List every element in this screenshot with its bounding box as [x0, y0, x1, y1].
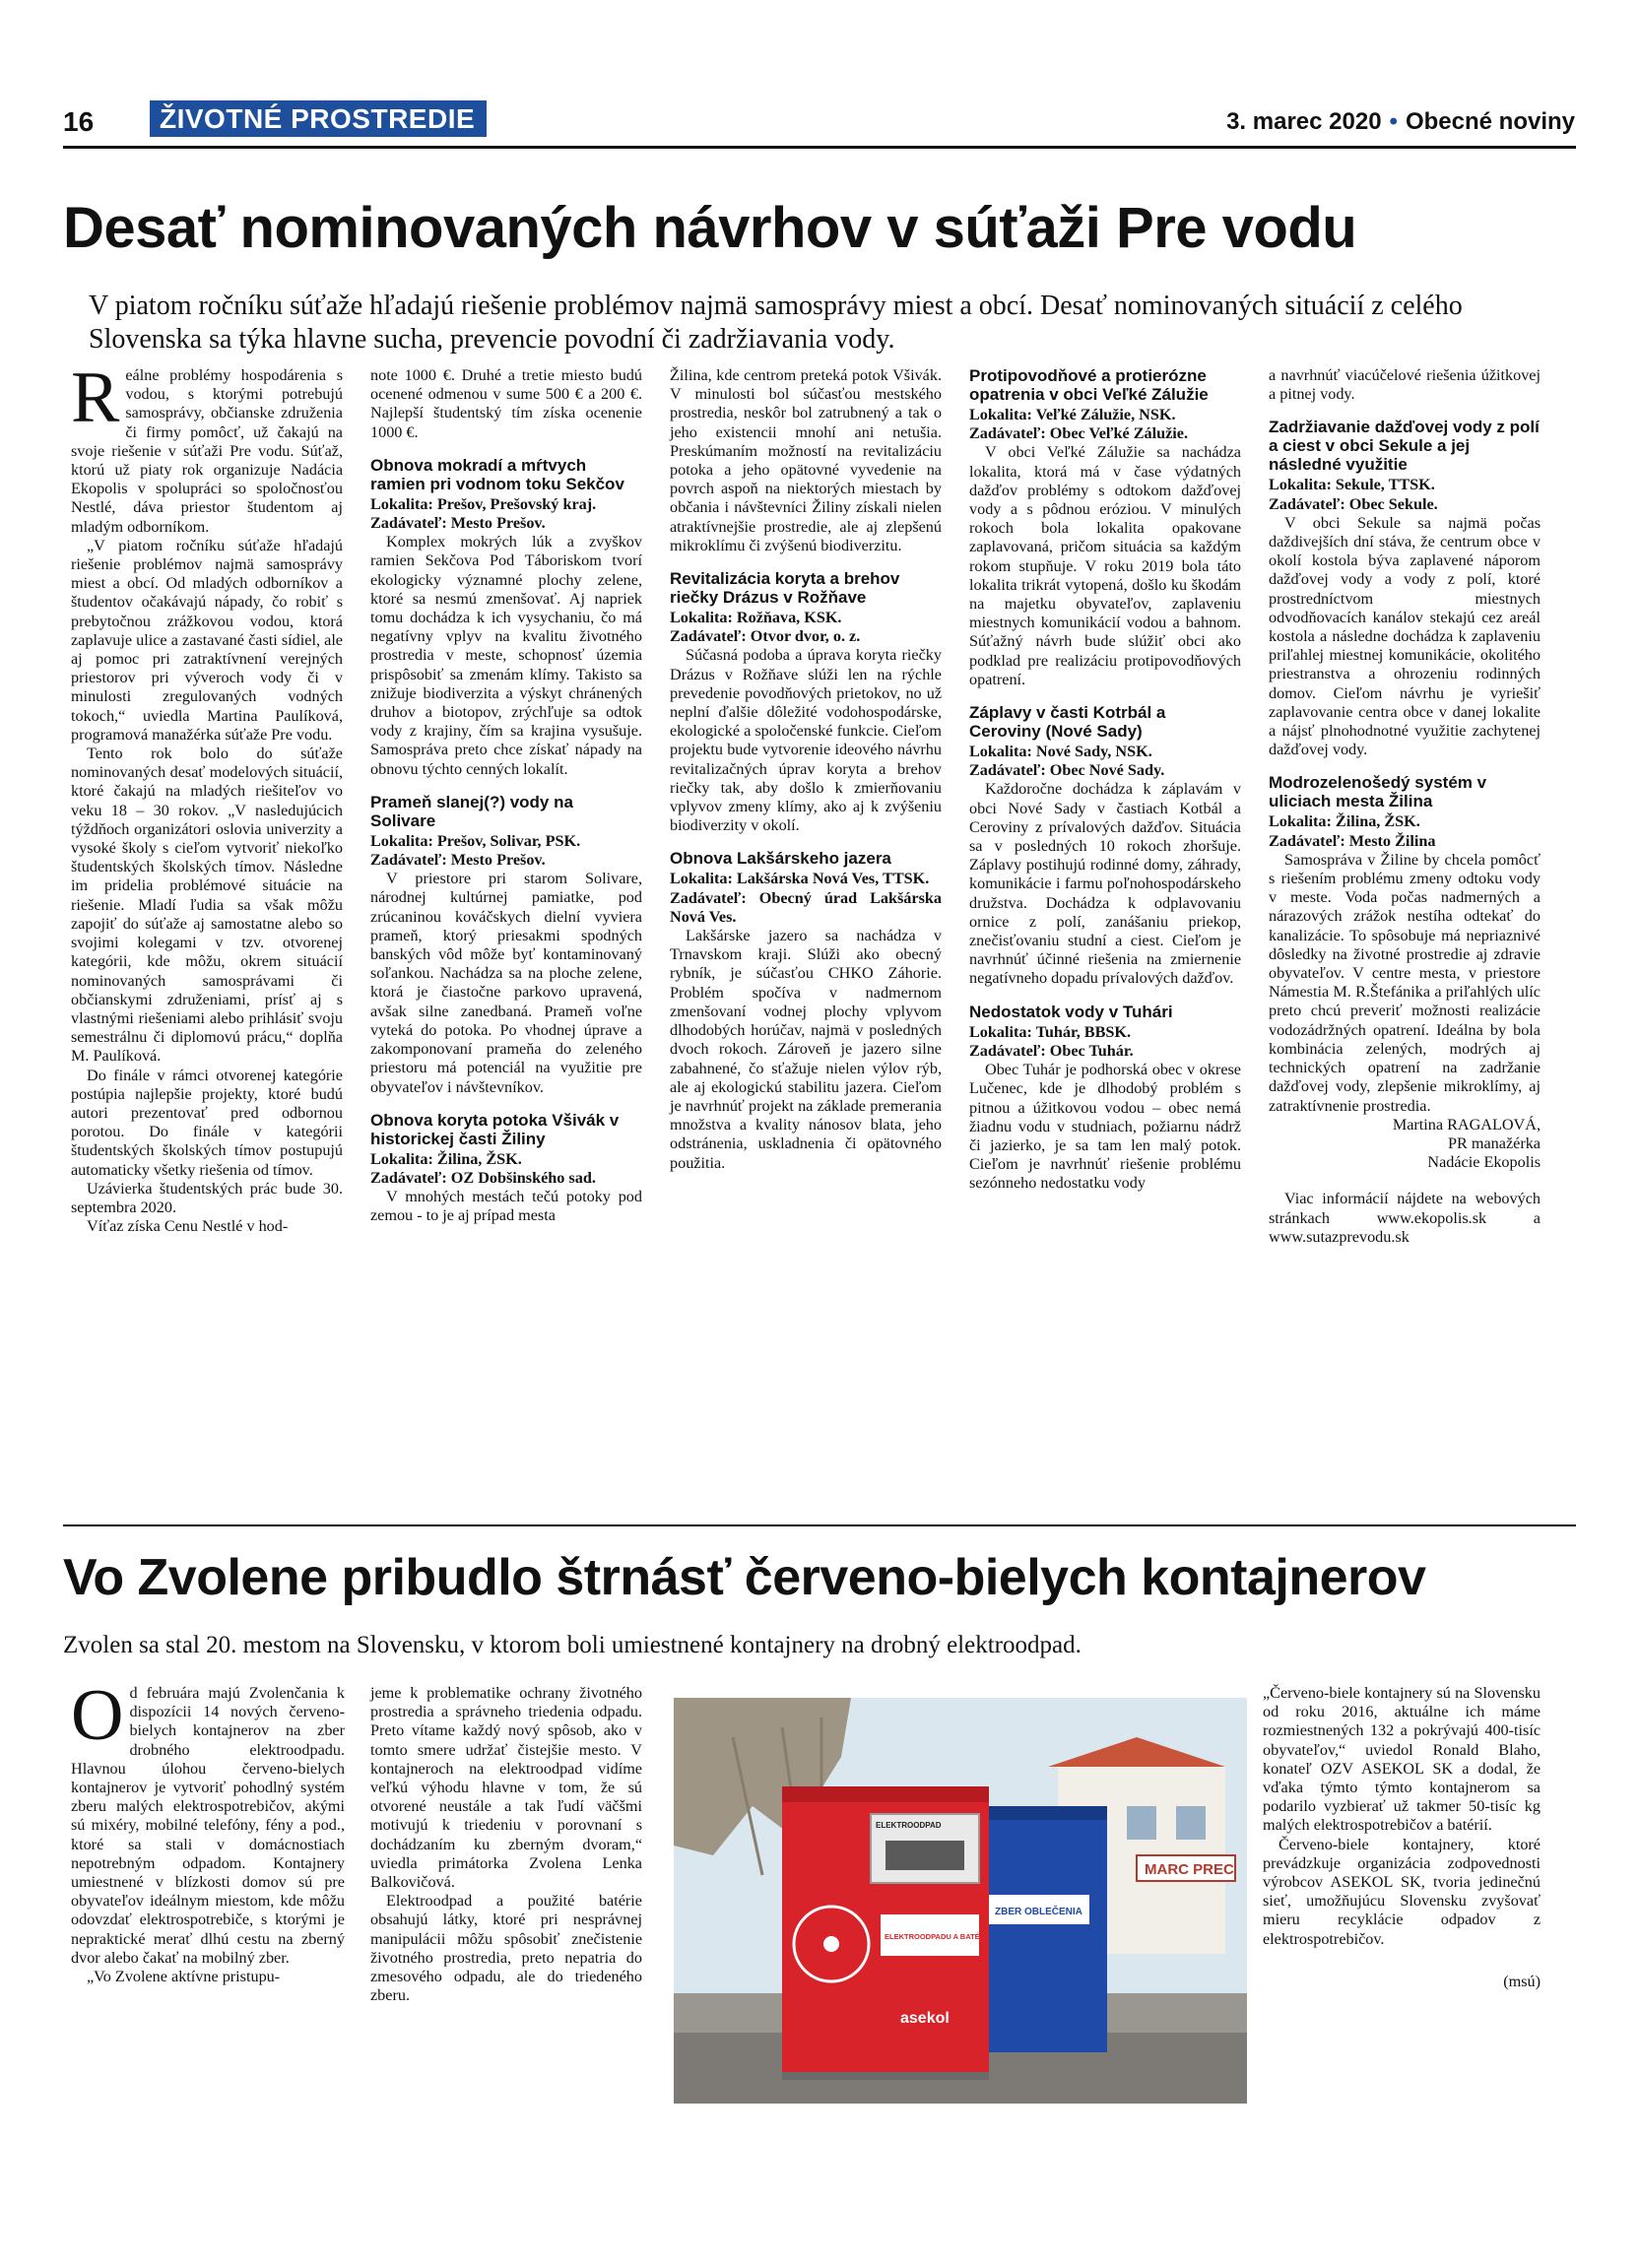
paragraph: Do finále v rámci otvorenej kategórie postúpia najlepšie projekty, ktoré budú autori prezentovať pred odbornou porotou. Do finále v kategórii študentských školských tímov postupujú automaticky všetky riešenia od tímov. [71, 1066, 343, 1179]
location-line: Lokalita: Žilina, ŽSK. [1269, 812, 1420, 831]
submitter-line: Zadávateľ: Obec Nové Sady. [969, 761, 1165, 780]
paragraph: a navrhnúť viacúčelové riešenia úžitkovej a pitnej vody. [1269, 366, 1541, 404]
location-line: Lokalita: Prešov, Solivar, PSK. [370, 831, 581, 850]
article2-column-2 [370, 1684, 642, 2005]
shop-sign-text: MARC PREC [1145, 1861, 1234, 1878]
location-line: Lokalita: Lakšárska Nová Ves, TTSK. [670, 870, 930, 888]
drop-cap: R [71, 357, 120, 438]
paragraph: V obci Veľké Zálužie sa nachádza lokalita, ktorá má v čase výdatných dažďov problémy s odtokom dažďovej vody a s pôdnou eróziou. V minulých rokoch bola lokalita opakovane zaplavovaná, pričom situácia sa každým rokom stupňuje. V roku 2019 bola táto lokalita trikrát vytopená, došlo ku škodám na majetku obyvateľov, zaplaveniu miestnych komunikácií vodou a bahnom. Súťažný návrh bude slúžiť obci ako podklad pre realizáciu protipovodňových opatrení. [969, 443, 1241, 688]
location-line: Lokalita: Sekule, TTSK. [1269, 476, 1435, 494]
article1-column-1 [71, 357, 343, 1236]
article-divider [63, 1524, 1576, 1526]
author-name: Martina RAGALOVÁ, [1392, 1115, 1541, 1134]
paragraph: Samospráva v Žiline by chcela pomôcť s riešením problému zmeny odtoku vody v meste. Voda počas nadmerných a nárazových zrážok nestíha odtekať do kanalizácie. To spôsobuje má nepriaznivé dôsledky na životné prostredie aj zdravie obyvateľov. V centre mesta, v priestore Námestia M. R.Štefánika a priľahlých ulíc preto chcú preveriť možnosti realizácie vodozádržných opatrení. Ideálna by bola kombinácia zelených, modrých aj technických opatrení na zadržanie dažďovej vody, zlepšenie mikroklímy, aj zatraktívnenie prostredia. [1269, 850, 1541, 1115]
location-line: Lokalita: Nové Sady, NSK. [969, 743, 1152, 761]
subsection-title: Nedostatok vody v Tuhári [969, 1002, 1173, 1021]
separator-dot: • [1389, 108, 1398, 135]
article2-column-3 [1263, 1684, 1541, 1991]
subsection-title: Obnova koryta potoka Všivák v historickej časti Žiliny [370, 1110, 620, 1148]
paragraph: note 1000 €. Druhé a tretie miesto budú ocenené odmenou v sume 500 € a 200 €. Najlepší študentský tím získa ocenenie 1000 €. [370, 366, 642, 441]
article1-lead: V piatom ročníku súťaže hľadajú riešenie problémov najmä samosprávy miest a obcí. Desať nominovaných situácií z celého Slovenska sa týka hlavne sucha, prevencie povodní či zadržiavania vody. [89, 291, 1463, 355]
subsection-title: Modrozelenošedý systém v uliciach mesta Žilina [1269, 773, 1487, 811]
paragraph: Víťaz získa Cenu Nestlé v hod- [87, 1217, 289, 1236]
paragraph: Uzávierka študentských prác bude 30. septembra 2020. [71, 1179, 343, 1216]
subsection-title: Obnova mokradí a mŕtvych ramien pri vodnom toku Sekčov [370, 455, 624, 493]
container-photo-illustration [674, 1698, 1247, 2104]
submitter-line: Zadávateľ: Obecný úrad Lakšárska Nová Ves. [670, 888, 942, 926]
paragraph: V priestore pri starom Solivare, národnej kultúrnej pamiatke, pod zrúcaninou kováčskych dielní vyviera prameň, ktorý priesakmi spodných banských vôd môže byť kontaminovaný soľankou. Nachádza sa na ploche zelene, ktorá je čiastočne parkovo upravená, avšak silne zanedbaná. Prameň voľne vyteká do potoka. Po vhodnej úprave a zakomponovaní prameňa do zeleného priestoru má potenciál na využitie pre obyvateľov i návštevníkov. [370, 870, 642, 1096]
issue-date: 3. marec 2020 [1226, 108, 1382, 135]
paragraph: jeme k problematike ochrany životného prostredia a správneho triedenia odpadu. Preto vítame každý nový spôsob, ako v tomto smere udržať čistejšie mesto. V kontajneroch na elektroodpad vidíme veľkú výhodu hlavne v tom, že sú otvorené neustále a tak ľudí väčšmi motivujú k triedeniu v porovnaní s dochádzaním ku zberným dvoram,“ uviedla primátorka Zvolena Lenka Balkovičová. [370, 1684, 642, 1892]
paragraph: Lakšárske jazero sa nachádza v Trnavskom kraji. Slúži ako obecný rybník, je súčasťou CHKO Záhorie. Problém spočíva v nadmernom zmenšovaní vodnej plochy vplyvom dlhodobých horúčav, najmä v posledných dvoch rokoch. Zároveň je jazero silne zabahnené, čo sťažuje nielen výlov rýb, ale aj ekologickú stabilitu jazera. Cieľom je navrhnúť projekt na základe premerania množstva a kvality nánosov blata, jeho odstránenia, uskladnenia či opätovného použitia. [670, 927, 942, 1172]
article1-column-2 [370, 366, 642, 1226]
submitter-line: Zadávateľ: Otvor dvor, o. z. [670, 627, 861, 646]
author-organization: Nadácie Ekopolis [1427, 1153, 1541, 1172]
submitter-line: Zadávateľ: Mesto Prešov. [370, 514, 546, 533]
more-info-note: Viac informácií nájdete na webových stránkach www.ekopolis.sk a www.sutazprevodu.sk [1269, 1190, 1541, 1246]
paragraph-text: d februára majú Zvolenčania k dispozícii 14 nových červeno-bielych kontajnerov na zber drobného elektroodpadu. Hlavnou úlohou červeno-bielych kontajnerov je vytvoriť pohodlný systém zberu malých elektrospotrebičov, akými sú mixéry, mobilné telefóny, fény a pod., ktoré sa stali v domácnostiach nepotrebným odpadom. Kontajnery umiestnené v blízkosti domov sú pre obyvateľov ideálnym miestom, kde môžu odovzdať elektrospotrebiče, s ktorými je nepraktické merať dlhú cestu na zberný dvor alebo čakať na mobilný zber. [71, 1684, 345, 1967]
subsection-title: Obnova Lakšárskeho jazera [670, 849, 891, 869]
article1-headline: Desať nominovaných návrhov v súťaži Pre vodu [63, 196, 1357, 260]
publication-name: Obecné noviny [1405, 108, 1575, 135]
author-role: PR manažérka [1448, 1134, 1541, 1152]
article2-lead: Zvolen sa stal 20. mestom na Slovensku, v ktorom boli umiestnené kontajnery na drobný elektroodpad. [63, 1632, 1082, 1658]
location-line: Lokalita: Prešov, Prešovský kraj. [370, 494, 597, 513]
subsection-title: Záplavy v časti Kotrbál a Ceroviny (Nové Sady) [969, 703, 1166, 742]
header-rule [63, 146, 1576, 149]
section-label: ŽIVOTNÉ PROSTREDIE [150, 100, 487, 137]
paragraph: Elektroodpad a použité batérie obsahujú látky, ktoré pri nesprávnej manipulácii môžu spôsobiť znečistenie životného prostredia, preto nepatria do zmesového odpadu, ale do triedeného zberu. [370, 1892, 642, 2005]
submitter-line: Zadávateľ: Mesto Žilina [1269, 831, 1436, 850]
red-container-top-label: ELEKTROODPAD [876, 1821, 942, 1830]
issue-info [1226, 108, 1575, 136]
paragraph [71, 1675, 345, 1968]
article2-headline: Vo Zvolene pribudlo štrnásť červeno-bielych kontajnerov [63, 1549, 1426, 1606]
paragraph: Súčasná podoba a úprava koryta riečky Drázus v Rožňave slúži len na rýchle prevedenie povodňových prietokov, no už neplní ďalšie dôležité vodohospodárske, ekologické a spoločenské funkcie. Cieľom projektu bude vytvorenie ideového návrhu revitalizačných úprav koryta a brehov riečky tak, aby došlo k zmierňovaniu vplyvov zmeny klímy, ako aj k zvýšeniu biodiverzity v okolí. [670, 646, 942, 835]
article-signature: (msú) [1503, 1972, 1541, 1990]
article1-column-4 [969, 366, 1241, 1194]
drop-cap: O [71, 1675, 124, 1756]
subsection-title: Revitalizácia koryta a brehov riečky Drázus v Rožňave [670, 569, 900, 608]
location-line: Lokalita: Rožňava, KSK. [670, 609, 842, 627]
submitter-line: Zadávateľ: Obec Sekule. [1269, 494, 1438, 513]
submitter-line: Zadávateľ: OZ Dobšinského sad. [370, 1168, 596, 1187]
paragraph: V mnohých mestách tečú potoky pod zemou - to je aj prípad mesta [370, 1188, 642, 1225]
paragraph: Komplex mokrých lúk a zvyškov ramien Sekčova Pod Táboriskom tvorí ekologicky významné plochy zelene, ktoré sa nesmú zmenšovať. Aj napriek tomu dochádza k ich vysychaniu, čo má negatívny vplyv na kvalitu životného prostredia v meste, schopnosť územia prispôsobiť sa zmenám klímy. Takisto sa znižuje biodiverzita a výskyt chránených druhov a biotopov, zrýchľuje sa odtok vody z krajiny, čím sa krajina vysušuje. Samospráva preto chce získať nápady na obnovu týchto cenných lokalít. [370, 533, 642, 778]
paragraph: V obci Sekule sa najmä počas daždivejších dní stáva, že centrum obce v okolí kostola býva zaplavené náporom dažďovej vody a vody z polí, ktoré prostredníctvom miestnych odvodňovacích kanálov stekajú cez areál kostola a následne dochádza k zaplaveniu priľahlej miestnej komunikácie, okolitého priestranstva a ohrozeniu rodinných domov. Cieľom návrhu je vyriešiť zaplavovanie centra obce v danej lokalite a nájsť plnohodnotné využitie zachytenej dažďovej vody. [1269, 513, 1541, 759]
paragraph: Obec Tuhár je podhorská obec v okrese Lučenec, kde je dlhodobý problém s pitnou a úžitkovou vodou – obec nemá žiadnu vodu v studniach, požiarnu nádrž či jazierko, je sa tam len malý potok. Cieľom je navrhnúť riešenie problému sezónneho nedostatku vody [969, 1061, 1241, 1193]
paragraph: „Vo Zvolene aktívne pristupu- [87, 1968, 281, 1986]
paragraph [71, 357, 343, 537]
location-line: Lokalita: Tuhár, BBSK. [969, 1022, 1132, 1041]
paragraph: „Červeno-biele kontajnery sú na Slovensku od roku 2016, aktuálne ich máme rozmiestnených 132 a pokrývajú 400-tisíc obyvateľov,“ uviedol Ronald Blaho, konateľ OZV ASEKOL SK a dodal, že vďaka týmto týmto kontajnerom sa podarilo vyzbierať už takmer 50-tisíc kg malých elektrospotrebičov a batérií. [1263, 1684, 1541, 1835]
article1-column-3 [670, 366, 942, 1173]
article1-column-5 [1269, 366, 1541, 1247]
submitter-line: Zadávateľ: Obec Tuhár. [969, 1041, 1134, 1060]
article2-column-1 [71, 1675, 345, 1986]
red-container-label: ELEKTROODPADU A BATÉRIÍ [885, 1932, 990, 1941]
subsection-title: Prameň slanej(?) vody na Solivare [370, 792, 573, 830]
subsection-title: Protipovodňové a protierózne opatrenia v obci Veľké Zálužie [969, 366, 1209, 404]
blue-container-label: ZBER OBLEČENIA [995, 1907, 1082, 1917]
page-number: 16 [63, 106, 95, 137]
paragraph: Každoročne dochádza k záplavám v obci Nové Sady v častiach Kotbál a Ceroviny z prívalových dažďov. Situácia sa v posledných 10 rokoch zhoršuje. Záplavy postihujú rodinné domy, záhrady, komunikácie i farmu poľnohospodárskeho družstva. Dochádza k odplavovaniu ornice z polí, zanášaniu priekop, znečisťovaniu studní a ciest. Cieľom je navrhnúť účinné riešenia na zmiernenie negatívneho dopadu prívalových dažďov. [969, 780, 1241, 988]
paragraph: Tento rok bolo do súťaže nominovaných desať modelových situácií, ktoré čakajú na mladých riešiteľov vo veku 18 – 30 rokov. „V nasledujúcich týždňoch organizátori oslovia univerzity a vysoké školy s cieľom vytvoriť niekoľko študentských školských tímov. Následne im pridelia problémové situácie na riešenie. Mladí ľudia sa však môžu zapojiť do súťaže aj samostatne alebo so svojimi kolegami v tzv. otvorenej kategórii, kde môžu, okrem situácií nominovaných samosprávami či občianskymi združeniami, prísť aj s vlastnými riešeniami alebo prihlásiť svoju semestrálnu či diplomovú prácu,“ doplňa M. Paulíková. [71, 745, 343, 1066]
asekol-brand-text: asekol [900, 2010, 950, 2027]
subsection-title: Zadržiavanie dažďovej vody z polí a ciest v obci Sekule a jej následné využitie [1269, 418, 1540, 475]
location-line: Lokalita: Veľké Zálužie, NSK. [969, 406, 1176, 423]
container-photo [674, 1698, 1247, 2104]
location-line: Lokalita: Žilina, ŽSK. [370, 1149, 522, 1168]
paragraph: Žilina, kde centrom preteká potok Všivák. V minulosti bol súčasťou mestského prostredia, neskôr bol zatrubnený a tak o jeho existencii mnohí ani netušia. Preskúmaním možností na revitalizáciu potoka a jeho opätovné vyvedenie na povrch aspoň na niektorých miestach by občania i návštevníci Žiliny získali nielen atraktívnejšie prostredie, ale aj zlepšenú mikroklímu či zvýšenú biodiverzitu. [670, 366, 942, 554]
paragraph: Červeno-biele kontajnery, ktoré prevádzkuje organizácia zodpovednosti výrobcov ASEKOL SK, tvoria jedinečnú sieť, umožňujúcu Slovensku zvyšovať mieru recyklácie odpadov z elektrospotrebičov. [1263, 1835, 1541, 1948]
paragraph: „V piatom ročníku súťaže hľadajú riešenie problémov najmä samosprávy miest a obcí. Od mladých odborníkov a študentov očakávajú nápady, čo robiť s prebytočnou zrážkovou vodou, ktorá zaplavuje ulice a zastavané časti sídiel, ale aj pomoc pri zatraktívnení verejných priestorov pri výveroch vody či v minulosti zregulovaných vodných tokoch,“ uviedla Martina Paulíková, programová manažérka súťaže Pre vodu. [71, 536, 343, 744]
submitter-line: Zadávateľ: Mesto Prešov. [370, 851, 546, 870]
submitter-line: Zadávateľ: Obec Veľké Zálužie. [969, 424, 1189, 443]
paragraph-text: eálne problémy hospodárenia s vodou, s ktorými potrebujú samosprávy, občianske združenia či firmy pomôcť, už čakajú na svoje riešenie v súťaži Pre vodu. Súťaž, ktorú už piaty rok organizuje Nadácia Ekopolis v spolupráci so spoločnosťou Nestlé, dáva priestor študentom aj mladým odborníkom. [71, 366, 343, 536]
